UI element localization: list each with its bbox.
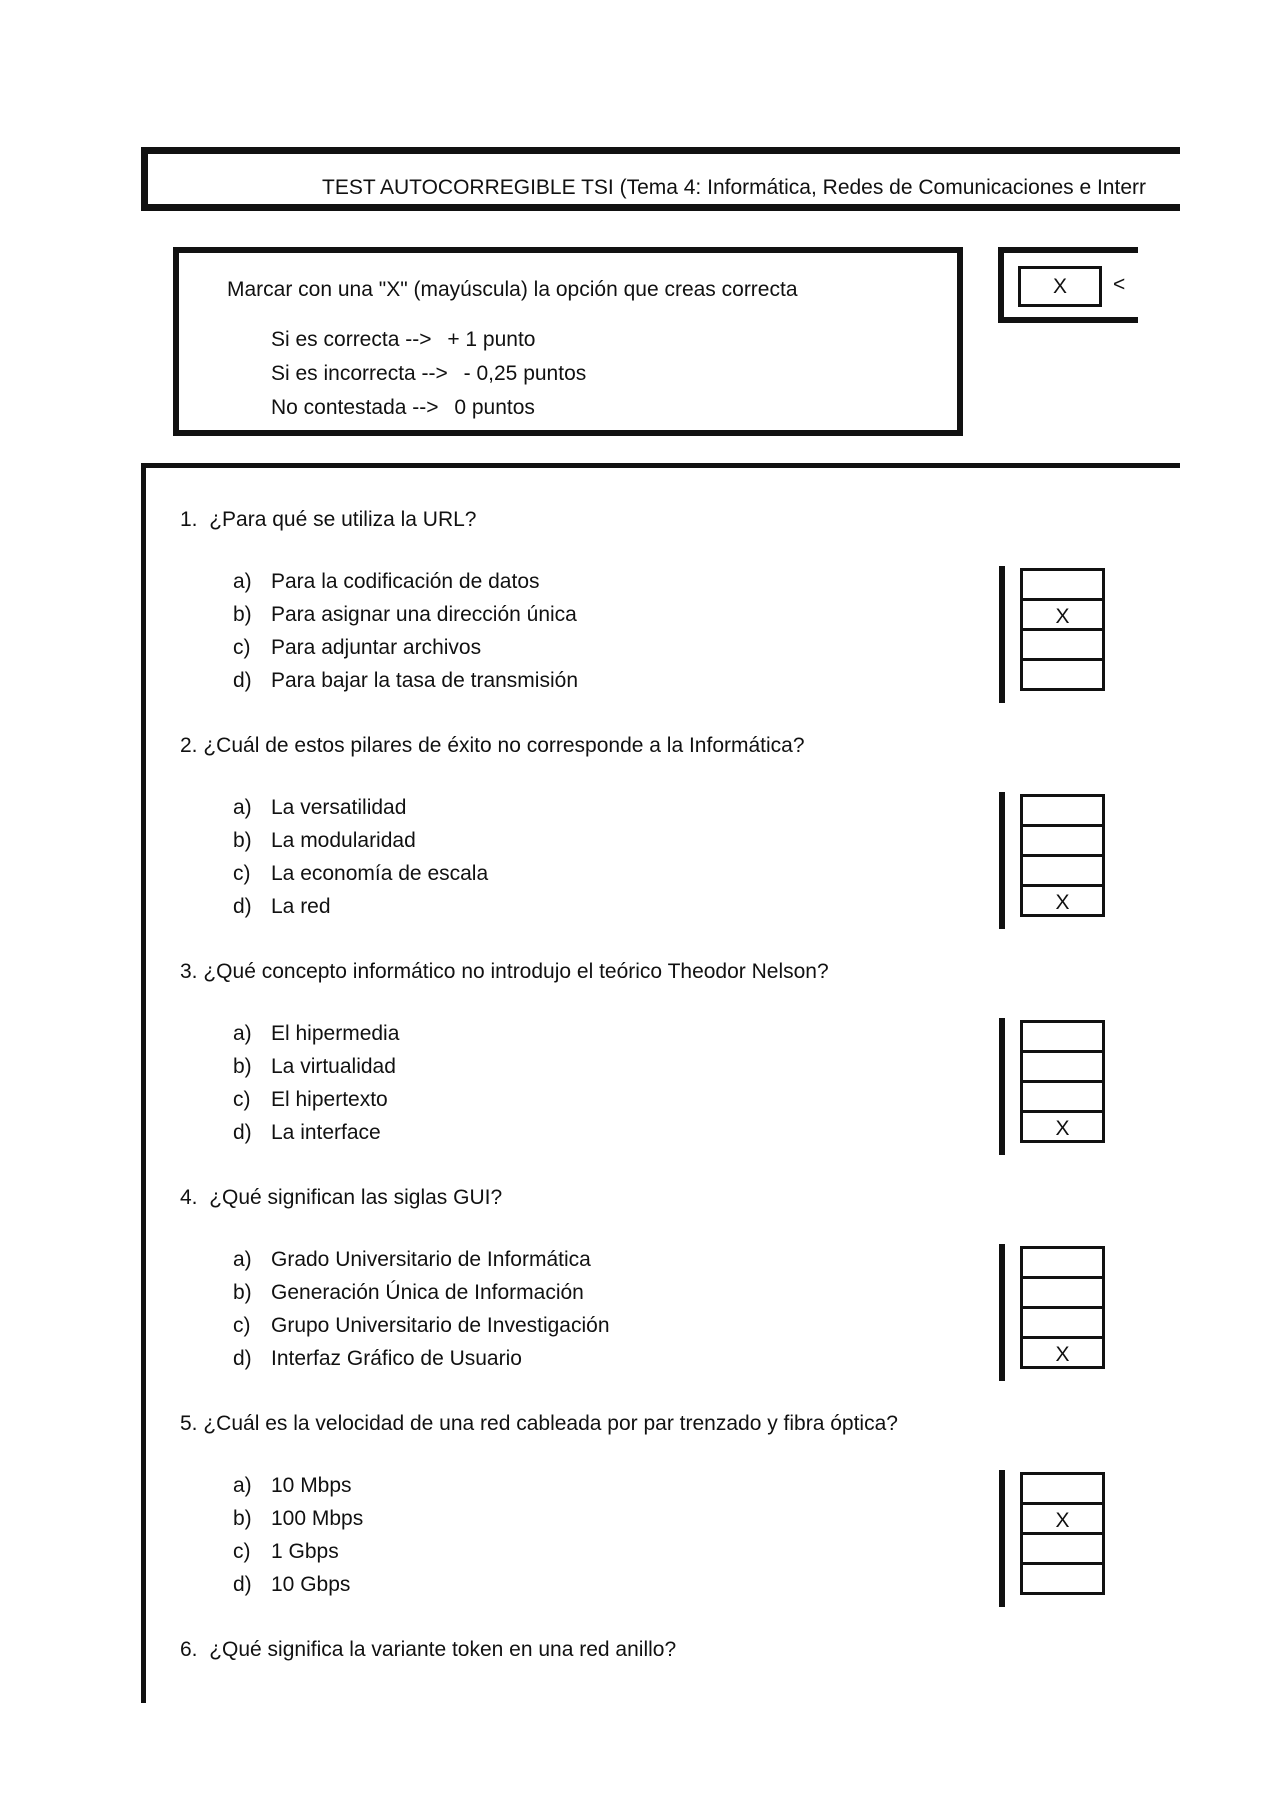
option-text: Para bajar la tasa de transmisión [271, 669, 578, 692]
option-d [233, 1121, 381, 1145]
answer-cell-c[interactable] [1020, 854, 1105, 887]
instructions-box [173, 247, 963, 436]
question-6 [0, 1638, 1280, 1678]
option-b [233, 1055, 396, 1079]
answer-bar [999, 1244, 1005, 1381]
question-5 [0, 1412, 1280, 1638]
rule-points: + 1 punto [447, 328, 536, 351]
option-c [233, 862, 488, 886]
option-letter: a) [233, 1022, 252, 1045]
option-text: Interfaz Gráfico de Usuario [271, 1347, 522, 1370]
option-d [233, 1347, 522, 1371]
option-a [233, 1248, 591, 1272]
option-letter: d) [233, 669, 252, 692]
option-letter: b) [233, 603, 252, 626]
option-c [233, 1540, 339, 1564]
option-a [233, 1474, 352, 1498]
answer-cell-a[interactable] [1020, 1246, 1105, 1279]
rule-points: 0 puntos [454, 396, 535, 419]
option-a [233, 796, 406, 820]
answer-cell-c[interactable] [1020, 1080, 1105, 1113]
option-c [233, 636, 481, 660]
rule-correct [271, 328, 535, 352]
legend-mark-cell[interactable]: X [1018, 266, 1102, 307]
answer-cells [1020, 1472, 1105, 1595]
answer-cell-c[interactable] [1020, 1306, 1105, 1339]
question-statement: ¿Qué significa la variante token en una red anillo? [209, 1638, 677, 1661]
option-d [233, 1573, 350, 1597]
option-text: La economía de escala [271, 862, 489, 885]
option-b [233, 1281, 584, 1305]
option-letter: d) [233, 1573, 252, 1596]
answer-cells [1020, 1020, 1105, 1143]
option-text: Para adjuntar archivos [271, 636, 482, 659]
option-letter: b) [233, 1507, 252, 1530]
answer-cell-b[interactable]: X [1020, 1502, 1105, 1535]
answer-cell-d[interactable]: X [1020, 1336, 1105, 1369]
option-text: 100 Mbps [271, 1507, 364, 1530]
question-text [180, 734, 805, 758]
option-text: La virtualidad [271, 1055, 396, 1078]
option-letter: b) [233, 1055, 252, 1078]
answer-cell-a[interactable] [1020, 794, 1105, 827]
answer-cell-b[interactable] [1020, 824, 1105, 857]
option-a [233, 1022, 399, 1046]
answer-bar [999, 1018, 1005, 1155]
option-letter: c) [233, 1088, 251, 1111]
option-letter: c) [233, 1540, 251, 1563]
question-text [180, 508, 477, 532]
question-number: 1. [180, 508, 198, 531]
answer-bar [999, 792, 1005, 929]
answer-cells [1020, 568, 1105, 691]
option-letter: c) [233, 1314, 251, 1337]
option-letter: d) [233, 1121, 252, 1144]
rule-label: Si es correcta --> [271, 328, 432, 351]
question-number: 3. [180, 960, 198, 983]
option-letter: d) [233, 895, 252, 918]
option-c [233, 1314, 610, 1338]
answer-cell-a[interactable] [1020, 568, 1105, 601]
rule-points: - 0,25 puntos [463, 362, 587, 385]
option-letter: b) [233, 1281, 252, 1304]
question-statement: ¿Para qué se utiliza la URL? [209, 508, 477, 531]
answer-cell-d[interactable] [1020, 658, 1105, 691]
option-text: El hipertexto [271, 1088, 388, 1111]
option-letter: b) [233, 829, 252, 852]
option-text: La modularidad [271, 829, 416, 852]
option-text: La versatilidad [271, 796, 407, 819]
option-text: La red [271, 895, 331, 918]
question-text [180, 960, 829, 984]
question-text [180, 1186, 502, 1210]
option-text: El hipermedia [271, 1022, 400, 1045]
question-number: 4. [180, 1186, 198, 1209]
option-text: Generación Única de Información [271, 1281, 584, 1304]
question-statement: ¿Qué concepto informático no introdujo el teórico Theodor Nelson? [203, 960, 829, 983]
answer-cell-d[interactable]: X [1020, 1110, 1105, 1143]
question-1 [0, 508, 1280, 734]
rule-label: Si es incorrecta --> [271, 362, 448, 385]
option-text: La interface [271, 1121, 381, 1144]
option-letter: a) [233, 570, 252, 593]
answer-cell-c[interactable] [1020, 1532, 1105, 1565]
option-text: Grado Universitario de Informática [271, 1248, 591, 1271]
rule-incorrect [271, 362, 586, 386]
option-letter: c) [233, 862, 251, 885]
legend-arrow: < [1113, 273, 1126, 296]
question-text [180, 1412, 898, 1436]
answer-cell-a[interactable] [1020, 1020, 1105, 1053]
question-4 [0, 1186, 1280, 1412]
question-number: 6. [180, 1638, 198, 1661]
option-text: 1 Gbps [271, 1540, 339, 1563]
option-letter: a) [233, 796, 252, 819]
option-d [233, 895, 331, 919]
option-c [233, 1088, 388, 1112]
question-number: 5. [180, 1412, 198, 1435]
test-title: TEST AUTOCORREGIBLE TSI (Tema 4: Informática, Redes de Comunicaciones e Interr [322, 176, 1146, 199]
test-title-box [141, 147, 1180, 211]
rule-unanswered [271, 396, 535, 420]
question-statement: ¿Cuál es la velocidad de una red cableada por par trenzado y fibra óptica? [203, 1412, 898, 1435]
answer-cell-d[interactable]: X [1020, 884, 1105, 917]
answer-cells [1020, 794, 1105, 917]
option-text: Grupo Universitario de Investigación [271, 1314, 610, 1337]
option-b [233, 1507, 363, 1531]
question-3 [0, 960, 1280, 1186]
answer-cell-a[interactable] [1020, 1472, 1105, 1505]
question-statement: ¿Qué significan las siglas GUI? [209, 1186, 503, 1209]
answer-cell-d[interactable] [1020, 1562, 1105, 1595]
answer-bar [999, 566, 1005, 703]
question-text [180, 1638, 676, 1662]
option-text: Para la codificación de datos [271, 570, 540, 593]
option-text: 10 Gbps [271, 1573, 351, 1596]
question-2 [0, 734, 1280, 960]
option-letter: d) [233, 1347, 252, 1370]
option-letter: a) [233, 1248, 252, 1271]
option-letter: c) [233, 636, 251, 659]
rule-label: No contestada --> [271, 396, 439, 419]
option-d [233, 669, 578, 693]
question-number: 2. [180, 734, 198, 757]
answer-bar [999, 1470, 1005, 1607]
answer-cell-b[interactable] [1020, 1276, 1105, 1309]
option-text: Para asignar una dirección única [271, 603, 577, 626]
option-letter: a) [233, 1474, 252, 1497]
instructions-text: Marcar con una "X" (mayúscula) la opción que creas correcta [227, 278, 798, 301]
question-statement: ¿Cuál de estos pilares de éxito no corresponde a la Informática? [203, 734, 805, 757]
option-b [233, 603, 577, 627]
answer-cell-c[interactable] [1020, 628, 1105, 661]
answer-cell-b[interactable]: X [1020, 598, 1105, 631]
option-text: 10 Mbps [271, 1474, 352, 1497]
option-b [233, 829, 416, 853]
option-a [233, 570, 540, 594]
answer-cells [1020, 1246, 1105, 1369]
answer-cell-b[interactable] [1020, 1050, 1105, 1083]
